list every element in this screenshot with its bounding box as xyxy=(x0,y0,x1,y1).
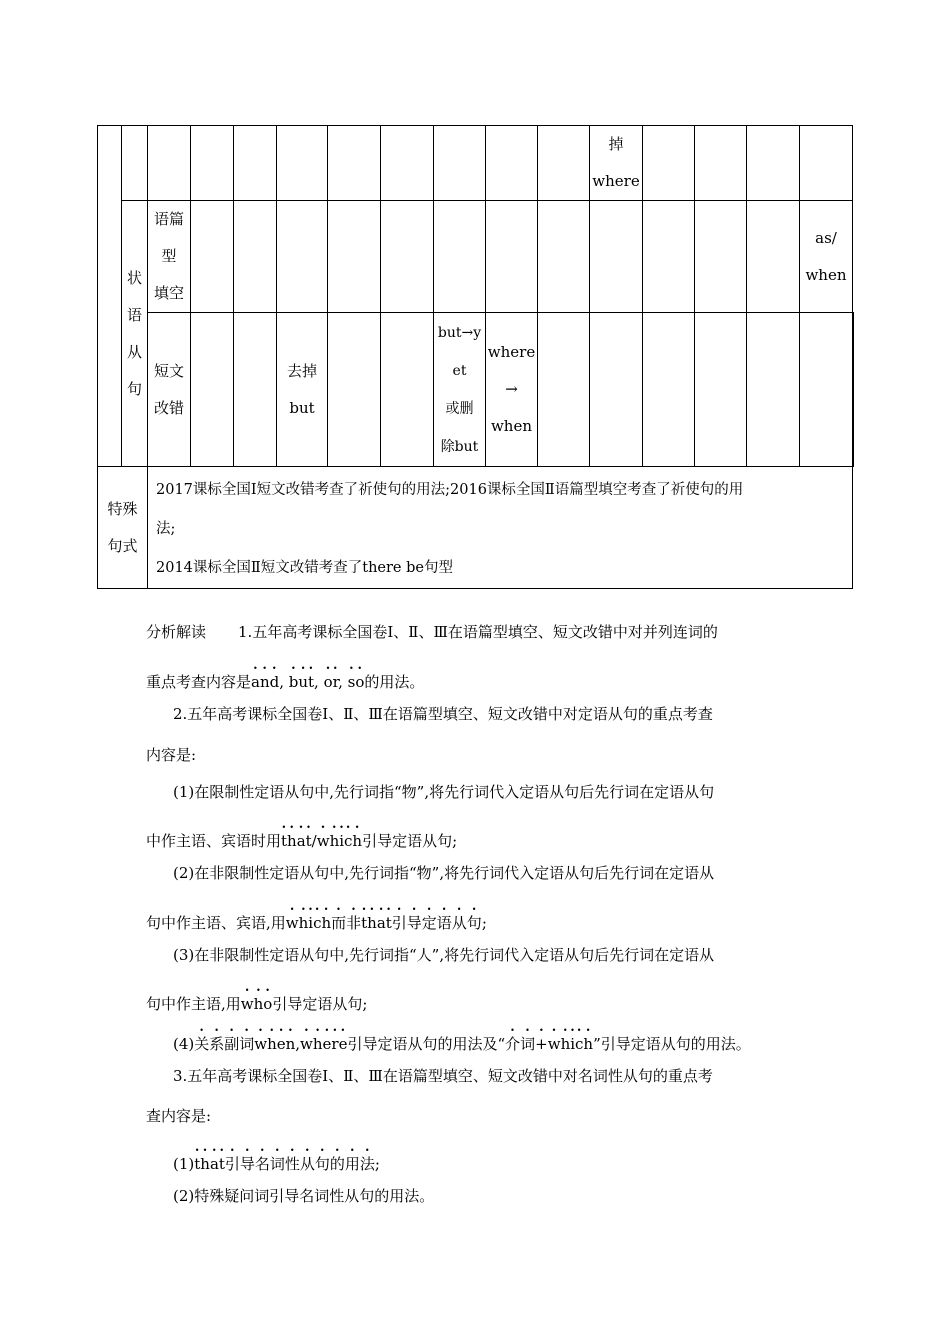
analysis-table xyxy=(97,125,854,589)
analysis-item-4: (4)关系副词when,where引导定语从句的用法及“介词+which”引导定语从句的用法。 xyxy=(173,1035,751,1053)
emphasized-text: that/which xyxy=(281,832,363,850)
special-sentence-notes xyxy=(148,467,853,589)
analysis-heading: 分析解读 xyxy=(146,623,207,641)
analysis-paragraph-2-cont: 内容是: xyxy=(146,746,197,764)
emphasized-text: who xyxy=(240,995,273,1013)
special-note-line: 法; xyxy=(156,521,176,537)
analysis-item-j2: (2)特殊疑问词引导名词性从句的用法。 xyxy=(173,1187,435,1205)
table-cell-but-yet: but→y et 或删 除but xyxy=(434,313,486,467)
analysis-paragraph-1: 分析解读 1.五年高考课标全国卷Ⅰ、Ⅱ、Ⅲ在语篇型填空、短文改错中对并列连词的 xyxy=(146,623,718,641)
analysis-item-1: (1)在限制性定语从句中,先行词指“物”,将先行词代入定语从句后先行词在定语从句 xyxy=(173,783,715,801)
analysis-paragraph-2: 2.五年高考课标全国卷Ⅰ、Ⅱ、Ⅲ在语篇型填空、短文改错中对定语从句的重点考查 xyxy=(173,705,713,723)
row-type-passage-fill: 语篇 型 填空 xyxy=(148,201,191,313)
analysis-paragraph-1-cont: 重点考查内容是and, but, or, so的用法。 xyxy=(146,673,425,691)
table-cell-empty xyxy=(98,126,122,467)
row-type-error-correction: 短文 改错 xyxy=(148,313,191,467)
analysis-paragraph-3-cont: 查内容是: xyxy=(146,1107,212,1125)
special-sentence-label: 特殊 句式 xyxy=(98,467,148,589)
table-cell-empty xyxy=(122,126,148,201)
emphasized-text: 介词+which xyxy=(505,1035,594,1053)
table-cell-where-when: where → when xyxy=(486,313,538,467)
emphasized-text: and, but, or, so xyxy=(251,673,365,691)
table-cell-remove-where: 掉 where xyxy=(590,126,643,201)
analysis-item-2: (2)在非限制性定语从句中,先行词指“物”,将先行词代入定语从句后先行词在定语从 xyxy=(173,864,715,882)
emphasized-text: which而非that引导定语从句 xyxy=(285,914,482,932)
table-cell-as-when: as/ when xyxy=(800,201,853,313)
special-note-line: 2017课标全国Ⅰ短文改错考查了祈使句的用法;2016课标全国Ⅱ语篇型填空考查了祈使句的用 xyxy=(156,482,744,498)
analysis-item-2-cont: 句中作主语、宾语,用which而非that引导定语从句; xyxy=(146,914,487,932)
analysis-item-3: (3)在非限制性定语从句中,先行词指“人”,将先行词代入定语从句后先行词在定语从 xyxy=(173,946,715,964)
analysis-item-3-cont: 句中作主语,用who引导定语从句; xyxy=(146,995,368,1013)
emphasized-text: that引导名词性从句的用法 xyxy=(194,1155,375,1173)
adverbial-clause-label: 状 语 从 句 xyxy=(122,201,148,467)
emphasized-text: 关系副词when,where xyxy=(194,1035,348,1053)
special-note-line: 2014课标全国Ⅱ短文改错考查了there be句型 xyxy=(156,560,453,576)
table-cell-remove-but: 去掉 but xyxy=(277,313,328,467)
analysis-item-j1: (1)that引导名词性从句的用法; xyxy=(173,1155,380,1173)
analysis-item-1-cont: 中作主语、宾语时用that/which引导定语从句; xyxy=(146,832,458,850)
analysis-paragraph-3: 3.五年高考课标全国卷Ⅰ、Ⅱ、Ⅲ在语篇型填空、短文改错中对名词性从句的重点考 xyxy=(173,1067,713,1085)
